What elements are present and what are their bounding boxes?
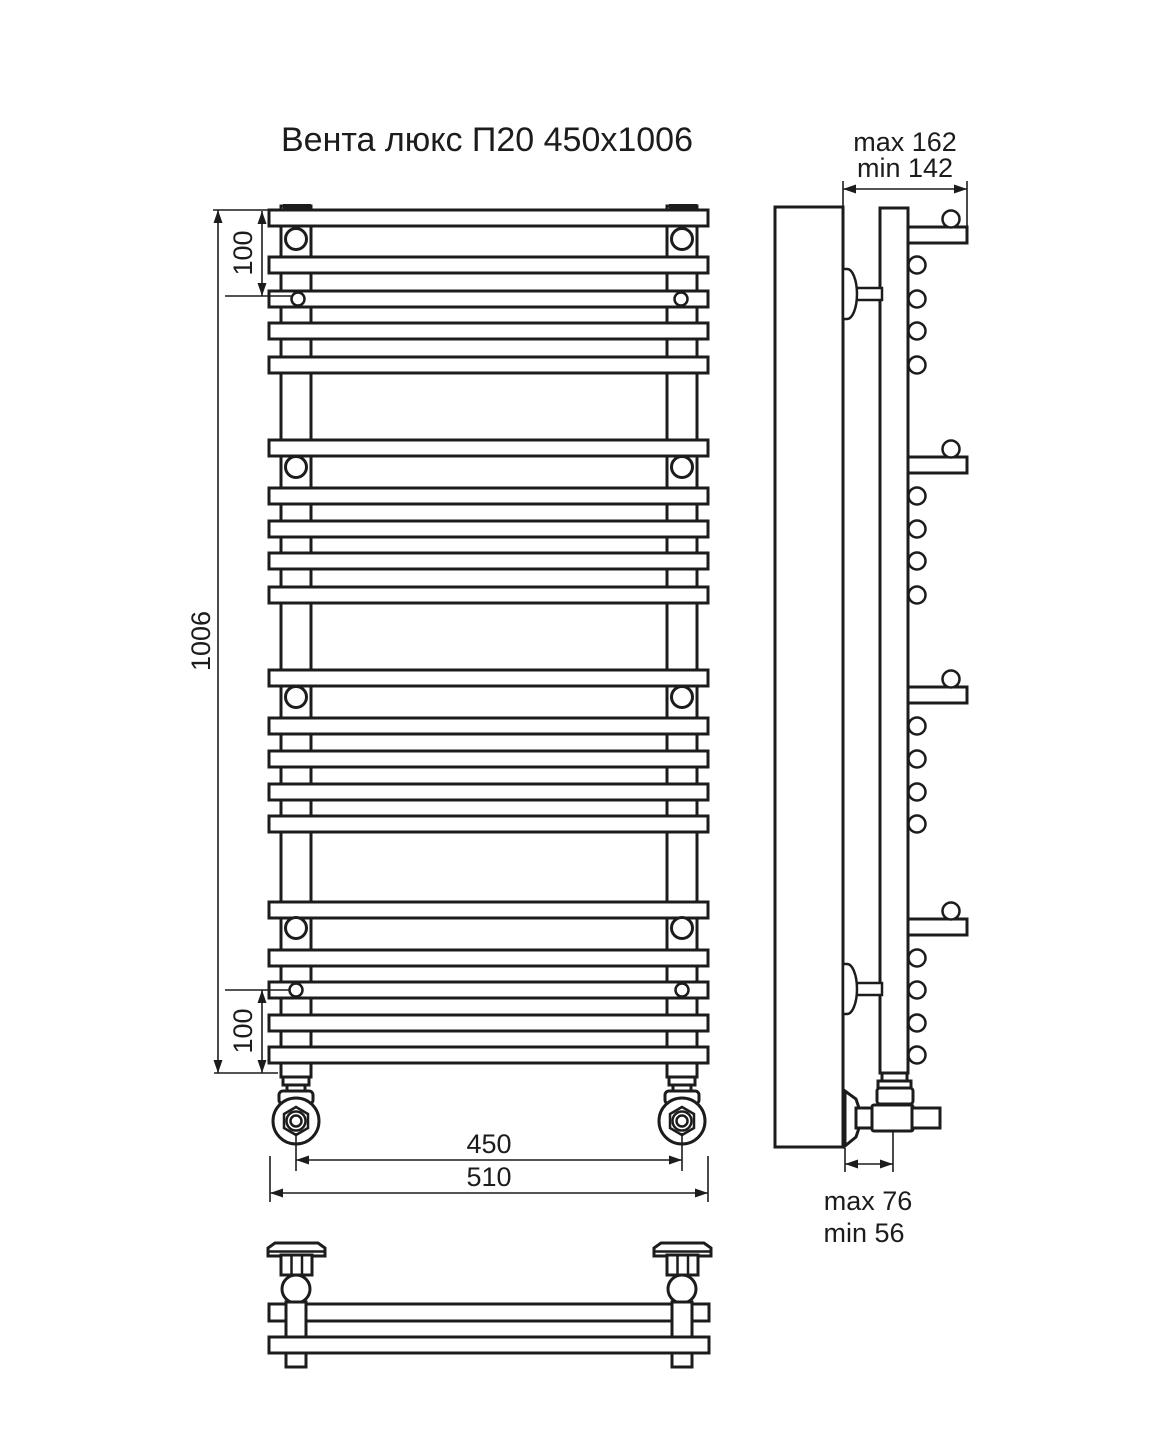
arrowhead (845, 1160, 858, 1169)
rung-tube-end (909, 488, 926, 505)
valve-body-segment (856, 1108, 873, 1128)
post (286, 1302, 306, 1367)
dim-depth-max-label: max 162 (853, 127, 957, 157)
rung-bar (269, 784, 708, 800)
arrowhead (954, 185, 967, 194)
rung-bar (269, 982, 708, 998)
bracket-flange (843, 964, 857, 1014)
rung-bar (269, 553, 708, 569)
rung-bar (269, 1015, 708, 1031)
shelf-bar (908, 457, 967, 473)
rung-tube-end (909, 257, 926, 274)
mounting-circle (286, 457, 307, 478)
mounting-circle (286, 229, 307, 250)
dim-top-offset-label: 100 (228, 230, 258, 276)
valve-ball (668, 1275, 696, 1303)
rung-tube-ends (909, 257, 926, 1064)
collector-tube (880, 208, 908, 1073)
rung-bar (269, 440, 708, 456)
dim-valve-offset (823, 1132, 912, 1248)
rung-bar (269, 816, 708, 832)
rung-tube-end (909, 587, 926, 604)
rung-bar (269, 291, 708, 307)
rung-bar (269, 587, 708, 603)
valve-stem (281, 1255, 312, 1275)
wall (775, 207, 843, 1147)
arrowhead (258, 990, 267, 1003)
rung-bar (269, 670, 708, 686)
rung-tube-end (909, 521, 926, 538)
wall-bracket-top (843, 269, 882, 319)
shelf-tube-end (943, 903, 960, 920)
arrowhead (214, 210, 223, 223)
rung-bar (269, 323, 708, 339)
mounting-circle (286, 687, 307, 708)
rung-tube-end (909, 553, 926, 570)
rung-bar (269, 257, 708, 273)
rung-tube-end (909, 1047, 926, 1064)
pin-circle (292, 293, 305, 306)
rung-bar (269, 521, 708, 537)
arrowhead (270, 1189, 283, 1198)
arrowhead (695, 1189, 708, 1198)
rung-bar (269, 1047, 708, 1063)
upper-rail (269, 1304, 709, 1321)
rung-tube-end (909, 1015, 926, 1032)
rung-bar (269, 488, 708, 504)
rung-tube-end (909, 357, 926, 374)
rung-tube-end (909, 982, 926, 999)
dim-connection-spacing-label: 450 (466, 1129, 512, 1159)
drawing-title: Вента люкс П20 450x1006 (280, 121, 694, 159)
rung-tube-end (909, 784, 926, 801)
lower-rail (269, 1337, 709, 1353)
arrowhead (296, 1156, 309, 1165)
rung-tube-end (909, 751, 926, 768)
side-view (775, 127, 967, 1248)
shelf-tube-end (943, 671, 960, 688)
dim-bottom-offset-label: 100 (228, 1008, 258, 1054)
shelf-bar (908, 227, 967, 243)
post (672, 1302, 692, 1367)
shelf-bar (908, 687, 967, 703)
valve-ring (291, 1116, 302, 1127)
arrowhead (258, 1060, 267, 1073)
rung-bar (269, 902, 708, 918)
mounting-circle (672, 687, 693, 708)
rung-bar (269, 357, 708, 373)
rung-tube-end (909, 291, 926, 308)
arrowhead (214, 1060, 223, 1073)
dim-height-label: 1006 (186, 610, 216, 672)
front-rungs (269, 210, 708, 1063)
rung-bar (269, 718, 708, 734)
valve-ball (282, 1275, 310, 1303)
pin-circle (675, 293, 688, 306)
arrowhead (669, 1156, 682, 1165)
rung-tube-end (909, 718, 926, 735)
mounting-circle (672, 457, 693, 478)
arrowhead (843, 185, 856, 194)
mounting-circle (672, 918, 693, 939)
valve-stem (667, 1255, 698, 1275)
rung-bar (269, 210, 708, 226)
dim-overall-width-label: 510 (466, 1162, 512, 1192)
valve-body (872, 1105, 913, 1131)
rung-bar (269, 751, 708, 767)
valve-bonnet (877, 1088, 913, 1104)
dim-height (186, 210, 281, 1073)
front-view (186, 204, 708, 1202)
dim-valve-max-label: max 76 (823, 1186, 913, 1216)
rung-bar (269, 950, 708, 966)
pin-circle (676, 984, 689, 997)
mounting-circle (286, 918, 307, 939)
shelf-tube-end (943, 441, 960, 458)
valve-ring (677, 1116, 688, 1127)
mounting-circle (672, 229, 693, 250)
valve-body-cap (912, 1108, 940, 1128)
rung-tube-end (909, 816, 926, 833)
bracket-flange (843, 269, 857, 319)
arrowhead (258, 283, 267, 296)
bottom-view (268, 1243, 711, 1367)
shelf-tube-end (943, 211, 960, 228)
pin-circle (290, 984, 303, 997)
arrowhead (880, 1160, 893, 1169)
rung-tube-end (909, 950, 926, 967)
dim-overall-width (270, 1156, 708, 1202)
rung-tube-end (909, 323, 926, 340)
shelf-bar (908, 919, 967, 935)
dim-depth-min-label: min 142 (856, 153, 954, 183)
wall-bracket-bottom (843, 964, 882, 1014)
dim-valve-min-label: min 56 (823, 1218, 905, 1248)
arrowhead (258, 211, 267, 224)
